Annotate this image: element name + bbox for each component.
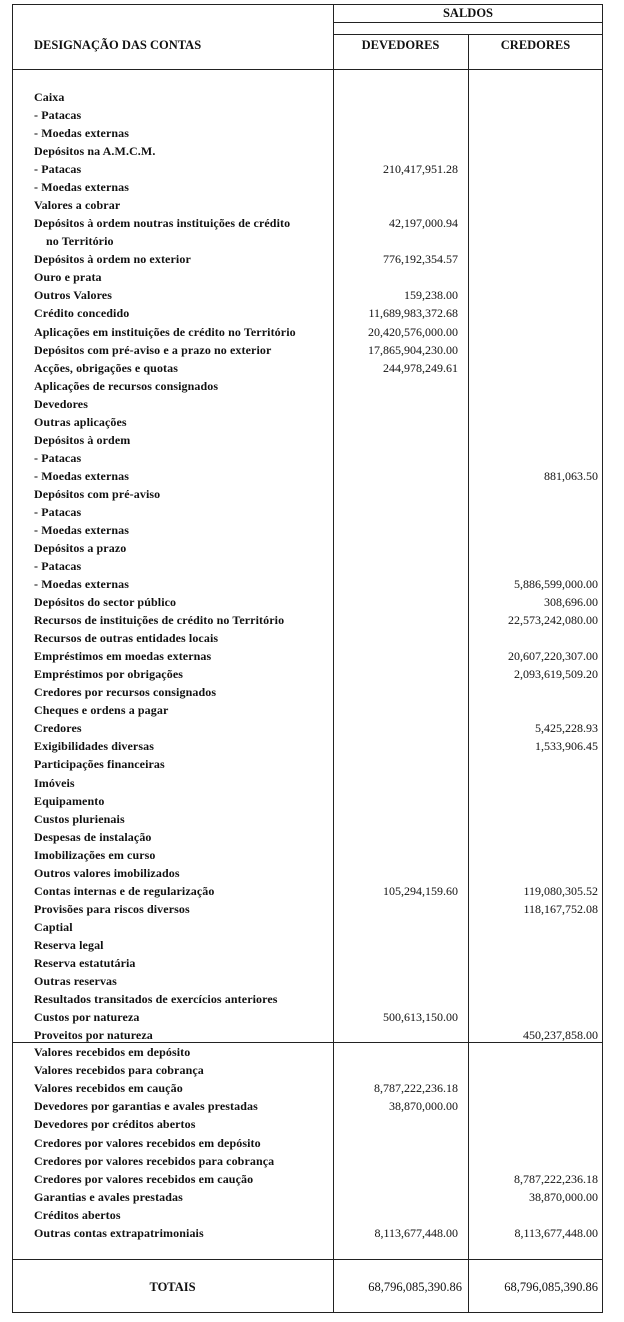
- credores-value: 8,113,677,448.00: [514, 1226, 598, 1240]
- table-row: [0, 577, 624, 595]
- devedores-value: 17,865,904,230.00: [368, 342, 458, 357]
- table-row: [0, 541, 624, 559]
- table-row: [0, 1081, 624, 1099]
- account-label: Credores por valores recebidos em caução: [34, 1171, 254, 1186]
- table-row: [0, 992, 624, 1010]
- table-row: [0, 1028, 624, 1046]
- account-label: Aplicações em instituições de crédito no Território: [34, 324, 296, 339]
- account-label: Despesas de instalação: [34, 829, 152, 844]
- account-label: Depósitos a prazo: [34, 541, 127, 555]
- table-row: [0, 667, 624, 685]
- devedores-value: 105,294,159.60: [383, 883, 458, 898]
- credores-value: 22,573,242,080.00: [508, 613, 598, 628]
- account-label: Valores a cobrar: [34, 198, 121, 213]
- table-row: [0, 361, 624, 379]
- table-row: [0, 794, 624, 812]
- account-label: Empréstimos por obrigações: [34, 667, 184, 682]
- table-row: [0, 866, 624, 884]
- account-label: - Moedas externas: [34, 180, 130, 195]
- account-label: Aplicações de recursos consignados: [34, 378, 219, 393]
- table-row: [0, 180, 624, 198]
- totals-credores: 68,796,085,390.86: [504, 1280, 598, 1294]
- table-row: [0, 1226, 624, 1244]
- devedores-value: 210,417,951.28: [383, 162, 458, 177]
- table-row: [0, 1117, 624, 1135]
- account-label: Reserva legal: [34, 937, 104, 952]
- totals-separator: [12, 1259, 603, 1260]
- account-label: Outras aplicações: [34, 414, 127, 429]
- credores-value: 881,063.50: [544, 468, 598, 483]
- devedores-value: 8,113,677,448.00: [374, 1226, 458, 1240]
- table-row: [0, 216, 624, 234]
- account-label: Depósitos com pré-aviso e a prazo no exterior: [34, 342, 272, 357]
- account-label: Resultados transitados de exercícios anteriores: [34, 992, 278, 1006]
- header-credores: CREDORES: [500, 38, 571, 52]
- table-row: [0, 198, 624, 216]
- account-label: Credores por valores recebidos em depósito: [34, 1135, 261, 1150]
- account-label: - Patacas: [34, 450, 82, 465]
- table-row: [0, 703, 624, 721]
- account-label: Imobilizações em curso: [34, 847, 156, 862]
- credores-value: 1,533,906.45: [535, 739, 598, 754]
- account-label: - Moedas externas: [34, 577, 130, 592]
- credores-value: 8,787,222,236.18: [514, 1171, 598, 1186]
- table-row: [0, 776, 624, 794]
- table-row: [0, 1136, 624, 1154]
- devedores-value: 159,238.00: [404, 288, 458, 303]
- table-row: [0, 1208, 624, 1226]
- credores-value: 5,886,599,000.00: [514, 577, 598, 592]
- table-row: [0, 325, 624, 343]
- saldos-subheader-line: [333, 34, 603, 35]
- credores-value: 450,237,858.00: [523, 1028, 598, 1043]
- account-label: Acções, obrigações e quotas: [34, 360, 179, 375]
- table-row: [0, 108, 624, 126]
- credores-value: 119,080,305.52: [523, 883, 598, 898]
- table-row: [0, 1099, 624, 1117]
- account-label: Garantias e avales prestadas: [34, 1189, 183, 1204]
- account-label: Outros Valores: [34, 288, 112, 303]
- account-label: Credores por recursos consignados: [34, 685, 217, 700]
- table-row: [0, 649, 624, 667]
- table-row: [0, 613, 624, 631]
- header-saldos: SALDOS: [442, 6, 494, 20]
- account-label: - Patacas: [34, 504, 82, 519]
- account-label: - Patacas: [34, 108, 82, 123]
- table-row: [0, 523, 624, 541]
- account-label: Devedores: [34, 396, 88, 411]
- account-label: Exigibilidades diversas: [34, 739, 154, 754]
- account-label: Ouro e prata: [34, 270, 102, 285]
- devedores-value: 776,192,354.57: [383, 252, 458, 267]
- account-label: Credores por valores recebidos para cobrança: [34, 1153, 275, 1168]
- table-row: [0, 144, 624, 162]
- table-row: [0, 685, 624, 703]
- credores-value: 20,607,220,307.00: [508, 649, 598, 664]
- account-label: Imóveis: [34, 775, 75, 790]
- devedores-value: 11,689,983,372.68: [368, 306, 458, 321]
- table-row: [0, 379, 624, 397]
- devedores-value: 8,787,222,236.18: [374, 1081, 458, 1096]
- account-label: Outras reservas: [34, 973, 117, 988]
- account-label: Custos plurienais: [34, 811, 125, 826]
- credores-value: 38,870,000.00: [529, 1189, 598, 1204]
- account-label: Captial: [34, 919, 73, 934]
- table-row: [0, 757, 624, 775]
- table-row: [0, 559, 624, 577]
- account-label: Proveitos por natureza: [34, 1028, 153, 1043]
- account-label: Depósitos do sector público: [34, 595, 177, 610]
- account-label: Custos por natureza: [34, 1010, 140, 1025]
- account-label: Depósitos à ordem: [34, 432, 131, 447]
- account-label: Depósitos à ordem noutras instituições de crédito: [34, 216, 291, 231]
- table-row: [0, 721, 624, 739]
- table-row: [0, 306, 624, 324]
- table-row: [0, 126, 624, 144]
- table-row: [0, 288, 624, 306]
- table-row: [0, 487, 624, 505]
- account-label: Recursos de outras entidades locais: [34, 631, 219, 646]
- table-row: [0, 812, 624, 830]
- account-label: Participações financeiras: [34, 757, 165, 772]
- devedores-value: 42,197,000.94: [389, 216, 458, 231]
- account-label: Cheques e ordens a pagar: [34, 703, 169, 718]
- devedores-value: 244,978,249.61: [383, 360, 458, 375]
- table-row: [0, 451, 624, 469]
- table-row: [0, 830, 624, 848]
- table-row: [0, 1045, 624, 1063]
- account-label: Contas internas e de regularização: [34, 883, 215, 898]
- account-label: Empréstimos em moedas externas: [34, 649, 212, 664]
- account-label: - Moedas externas: [34, 522, 130, 537]
- account-label: Valores recebidos em depósito: [34, 1045, 191, 1059]
- account-label: Créditos abertos: [34, 1207, 121, 1222]
- account-label: Outros valores imobilizados: [34, 865, 180, 880]
- account-label: Credores: [34, 721, 82, 736]
- account-label: Equipamento: [34, 793, 105, 808]
- account-label: - Patacas: [34, 162, 82, 177]
- account-label: Recursos de instituições de crédito no Território: [34, 613, 285, 628]
- account-label: Devedores por créditos abertos: [34, 1117, 196, 1132]
- table-row: [0, 938, 624, 956]
- table-row: [0, 956, 624, 974]
- account-label: Devedores por garantias e avales prestadas: [34, 1099, 258, 1114]
- table-row: [0, 595, 624, 613]
- table-row: [0, 270, 624, 288]
- account-label: - Patacas: [34, 559, 82, 574]
- table-row: [0, 415, 624, 433]
- table-row: [0, 739, 624, 757]
- table-row: [0, 902, 624, 920]
- account-label: Depósitos na A.M.C.M.: [34, 144, 156, 159]
- account-label: Depósitos à ordem no exterior: [34, 252, 191, 267]
- header-bottom-line: [12, 69, 603, 70]
- account-label: Provisões para riscos diversos: [34, 901, 190, 916]
- credores-value: 2,093,619,509.20: [514, 667, 598, 682]
- account-label: no Território: [46, 234, 114, 249]
- table-row: [0, 90, 624, 108]
- devedores-value: 500,613,150.00: [383, 1010, 458, 1025]
- account-label: Outras contas extrapatrimoniais: [34, 1226, 204, 1240]
- account-label: Reserva estatutária: [34, 955, 136, 970]
- table-row: [0, 920, 624, 938]
- table-row: [0, 631, 624, 649]
- table-row: [0, 234, 624, 252]
- table-row: [0, 252, 624, 270]
- account-label: Valores recebidos em caução: [34, 1081, 183, 1096]
- header-devedores: DEVEDORES: [361, 38, 440, 52]
- table-row: [0, 1172, 624, 1190]
- account-label: - Moedas externas: [34, 468, 130, 483]
- totals-devedores: 68,796,085,390.86: [368, 1280, 462, 1294]
- account-label: Valores recebidos para cobrança: [34, 1063, 204, 1078]
- table-row: [0, 469, 624, 487]
- devedores-value: 38,870,000.00: [389, 1099, 458, 1114]
- table-row: [0, 1154, 624, 1172]
- header-designation: DESIGNAÇÃO DAS CONTAS: [34, 38, 202, 52]
- table-row: [0, 397, 624, 415]
- saldos-underline: [333, 22, 603, 23]
- table-row: [0, 162, 624, 180]
- table-row: [0, 343, 624, 361]
- credores-value: 5,425,228.93: [535, 721, 598, 736]
- account-label: Depósitos com pré-aviso: [34, 486, 161, 501]
- table-row: [0, 1190, 624, 1208]
- table-row: [0, 1063, 624, 1081]
- devedores-value: 20,420,576,000.00: [368, 324, 458, 339]
- table-row: [0, 848, 624, 866]
- account-label: Crédito concedido: [34, 306, 130, 321]
- totals-label: TOTAIS: [149, 1280, 196, 1294]
- table-row: [0, 505, 624, 523]
- table-row: [0, 974, 624, 992]
- account-label: Caixa: [34, 90, 65, 104]
- credores-value: 308,696.00: [544, 595, 598, 610]
- table-row: [0, 433, 624, 451]
- table-row: [0, 884, 624, 902]
- credores-value: 118,167,752.08: [523, 901, 598, 916]
- account-label: - Moedas externas: [34, 126, 130, 141]
- table-row: [0, 1010, 624, 1028]
